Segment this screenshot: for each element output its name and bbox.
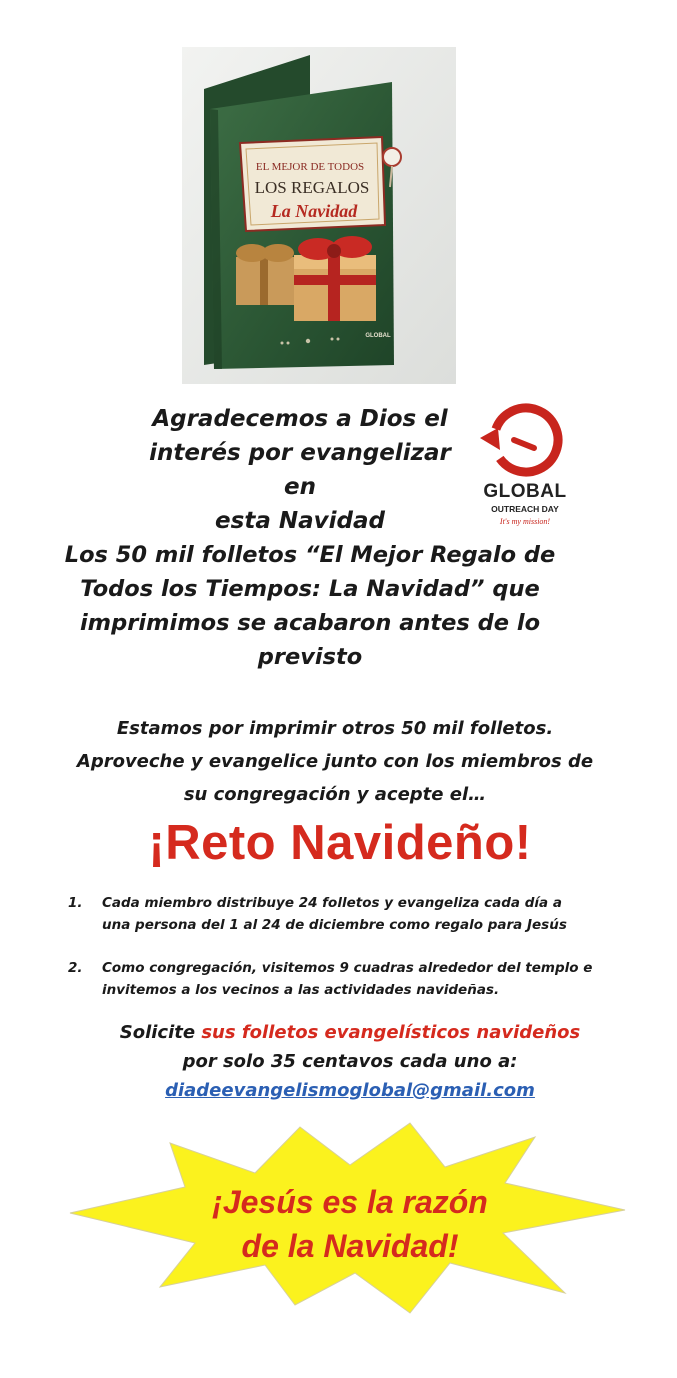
thanks-heading <box>130 402 470 538</box>
booklets-line3: imprimimos se acabaron antes de lo <box>79 610 541 636</box>
step-number: 2. <box>68 960 83 976</box>
slogan-line1: ¡Jesús es la razón <box>212 1184 488 1220</box>
step-text-line1: Cada miembro distribuye 24 folletos y evangeliza cada día a <box>102 895 562 911</box>
logo-subtitle: OUTREACH DAY <box>491 504 559 514</box>
booklets-paragraph <box>40 538 580 674</box>
global-outreach-logo <box>470 398 580 530</box>
booklets-line2: Todos los Tiempos: La Navidad” que <box>80 576 540 602</box>
step-item-2 <box>68 957 608 1001</box>
slogan <box>140 1180 560 1268</box>
step-text-line1: Como congregación, visitemos 9 cuadras alrededor del templo e <box>102 960 593 976</box>
order-request <box>90 1018 610 1105</box>
brochure-photo <box>182 47 456 384</box>
printing-line3: su congregación y acepte el… <box>183 784 487 805</box>
brochure-title-line1: EL MEJOR DE TODOS <box>255 161 365 173</box>
booklets-line4: previsto <box>257 644 363 670</box>
request-prefix: Solicite <box>119 1022 196 1043</box>
step-number: 1. <box>68 895 83 911</box>
thanks-line3: esta Navidad <box>215 508 385 534</box>
brochure-publisher: GLOBAL <box>365 333 391 339</box>
step-item-1 <box>68 892 608 936</box>
brochure-title-line3: La Navidad <box>270 201 358 221</box>
challenge-title: ¡Reto Navideño! <box>148 816 532 870</box>
logo-name: GLOBAL <box>483 481 567 502</box>
request-price-line: por solo 35 centavos cada uno a: <box>182 1051 518 1072</box>
printing-line1: Estamos por imprimir otros 50 mil folletos. <box>116 718 554 739</box>
step-text-line2: una persona del 1 al 24 de diciembre como regalo para Jesús <box>102 917 567 933</box>
ornament-icon <box>383 148 401 166</box>
booklets-line1: Los 50 mil folletos “El Mejor Regalo de <box>64 542 556 568</box>
step-text-line2: invitemos a los vecinos a las actividades navideñas. <box>102 982 500 998</box>
printing-line2: Aproveche y evangelice junto con los miembros de <box>76 751 594 772</box>
slogan-line2: de la Navidad! <box>241 1228 459 1264</box>
thanks-line1: Agradecemos a Dios el <box>152 406 448 432</box>
request-highlight: sus folletos evangelísticos navideños <box>201 1022 581 1043</box>
logo-tagline: It's my mission! <box>499 517 551 526</box>
printing-paragraph <box>40 712 630 811</box>
brochure-title-line2: LOS REGALOS <box>254 178 370 197</box>
thanks-line2: interés por evangelizar en <box>149 440 451 500</box>
circular-arrow-icon <box>470 398 580 482</box>
email-link[interactable]: diadeevangelismoglobal@gmail.com <box>165 1080 535 1101</box>
